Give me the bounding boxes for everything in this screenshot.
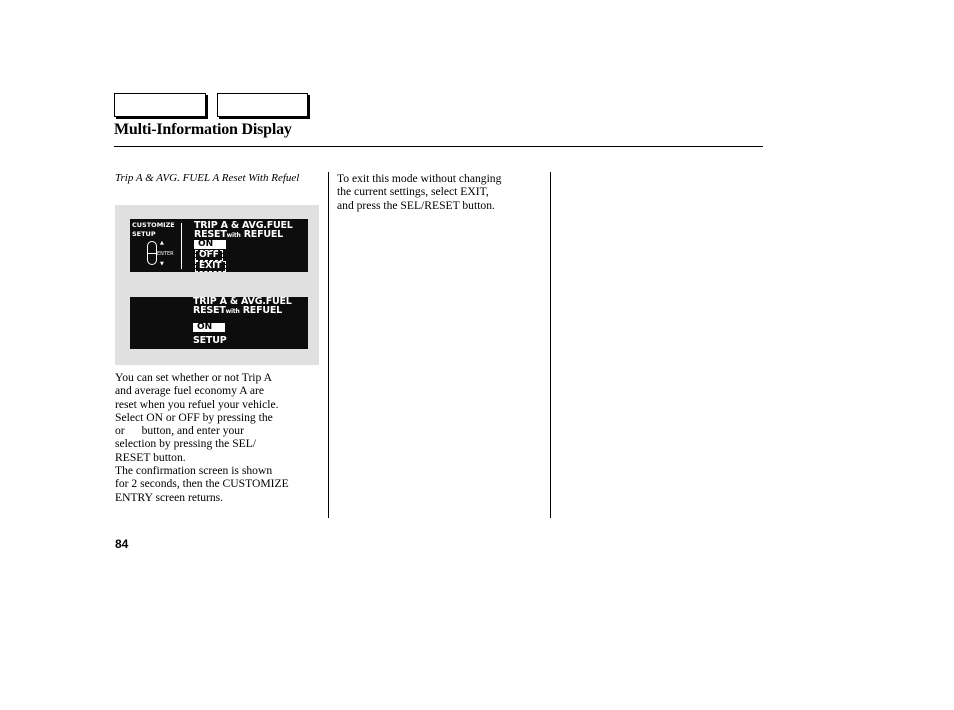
selector-knob-icon	[147, 241, 157, 265]
lcd2-title-line1: TRIP A & AVG.FUEL	[193, 296, 292, 307]
lcd-option-exit: EXIT	[195, 261, 226, 272]
text-line: ENTRY screen returns.	[115, 490, 224, 504]
text-line: RESET button.	[115, 450, 186, 464]
lcd2-with-word: with	[225, 308, 240, 315]
text-line: the current settings, select EXIT,	[337, 185, 489, 199]
paragraph-1	[115, 371, 325, 464]
lcd-confirmation-screen	[130, 297, 308, 349]
column-divider-1	[328, 172, 329, 518]
lcd-title-line1: TRIP A & AVG.FUEL	[194, 220, 293, 231]
down-arrow-icon: ▼	[160, 261, 164, 267]
text-line: and average fuel economy A are	[115, 384, 265, 398]
lcd-divider	[181, 223, 182, 269]
text-line: Select ON or OFF by pressing the	[115, 410, 273, 424]
lcd-menu-line1: CUSTOMIZE	[132, 221, 175, 229]
page-title: Multi-Information Display	[114, 121, 292, 138]
column-divider-2	[550, 172, 551, 518]
text-line: The confirmation screen is shown	[115, 464, 273, 478]
lcd-refuel-word: REFUEL	[243, 229, 284, 240]
lcd2-title-line2	[193, 306, 282, 317]
nav-tab-2[interactable]	[217, 93, 308, 117]
lcd2-selected-on: ON	[193, 323, 225, 332]
text-line: and press the SEL/RESET button.	[337, 198, 495, 212]
right-column-text	[337, 172, 542, 212]
enter-label: ENTER	[157, 251, 174, 257]
page-number: 84	[115, 537, 129, 551]
text-line: for 2 seconds, then the CUSTOMIZE	[115, 477, 289, 491]
lcd-menu-line2: SETUP	[132, 230, 156, 238]
figure-caption: Trip A & AVG. FUEL A Reset With Refuel	[115, 172, 300, 184]
text-line: You can set whether or not Trip A	[115, 371, 272, 384]
lcd-customize-screen	[130, 219, 308, 272]
text-line: selection by pressing the SEL/	[115, 437, 257, 451]
lcd-reset-word: RESET	[194, 229, 227, 240]
paragraph-2	[115, 464, 325, 504]
lcd-option-off: OFF	[195, 250, 223, 261]
text-line: To exit this mode without changing	[337, 172, 502, 185]
text-line: reset when you refuel your vehicle.	[115, 397, 279, 411]
nav-tab-1[interactable]	[114, 93, 206, 117]
display-illustration	[115, 205, 319, 365]
lcd2-refuel-word: REFUEL	[242, 305, 283, 316]
lcd-option-on: ON	[194, 240, 226, 249]
text-line: button, and enter your	[141, 424, 244, 438]
lcd2-footer: SETUP	[193, 335, 227, 346]
left-column-text	[115, 371, 325, 504]
lcd2-reset-word: RESET	[193, 305, 226, 316]
text-line: or	[115, 424, 125, 438]
lcd-with-word: with	[226, 232, 241, 239]
title-rule	[114, 146, 763, 147]
up-arrow-icon: ▲	[160, 240, 164, 246]
